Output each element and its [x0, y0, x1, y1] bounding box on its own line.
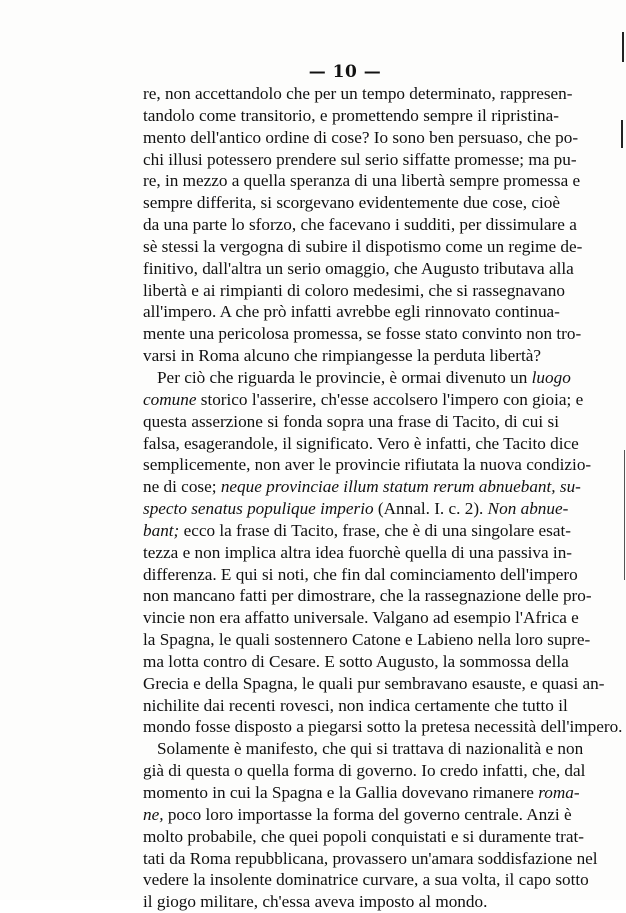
text-run: (Annal. I. c. 2).: [373, 499, 488, 519]
text-run: mente una pericolosa promessa, se fosse stato convinto non tro-: [143, 324, 582, 344]
text-line: [143, 804, 572, 826]
text-line: [143, 280, 565, 302]
text-run: vedere la insolente dominatrice curvare, a sua volta, il capo sotto: [143, 870, 589, 890]
text-run: mondo fosse disposto a piegarsi sotto la pretesa necessità dell'impero.: [143, 717, 623, 737]
text-run: tezza e non implica altra idea fuorchè quella di una passiva in-: [143, 542, 573, 562]
text-run: molto probabile, che quei popoli conquistati e si duramente trat-: [143, 826, 585, 846]
text-line: [143, 848, 598, 870]
text-run: mento dell'antico ordine di cose? Io sono ben persuaso, che po-: [143, 127, 579, 147]
text-run: varsi in Roma alcuno che rimpiangesse la perduta libertà?: [143, 346, 542, 366]
text-line: [143, 127, 579, 149]
text-line: [143, 83, 573, 105]
text-run: Solamente è manifesto, che qui si trattava di nazionalità e non: [157, 739, 584, 759]
text-line: [143, 629, 591, 651]
italic-text: roma-: [538, 783, 580, 802]
text-run: sempre differita, si scorgevano evidentemente due cose, cioè: [143, 193, 560, 213]
page-edge-mark: [624, 450, 625, 580]
text-run: sè stessi la vergogna di subire il dispotismo come un regime de-: [143, 236, 583, 256]
text-line: [143, 411, 559, 433]
text-line: [143, 891, 559, 913]
text-line: [143, 170, 581, 192]
text-line: [143, 236, 583, 258]
text-line: [143, 498, 569, 520]
text-line: [143, 564, 578, 586]
text-line: [143, 826, 585, 848]
text-line: [143, 520, 571, 542]
text-run: re, in mezzo a quella speranza di una libertà sempre promessa e: [143, 171, 581, 191]
text-line: [143, 695, 568, 717]
text-run: re, non accettandolo che per un tempo determinato, rappresen-: [143, 84, 573, 103]
italic-text: comune: [143, 389, 197, 409]
page-number: — 10 —: [308, 62, 382, 82]
text-line: [143, 716, 623, 738]
text-line: [143, 651, 569, 673]
text-run: tandolo come transitorio, e promettendo sempre il ripristina-: [143, 105, 559, 125]
text-run: semplicemente, non aver le provincie rifiutata la nuova condizio-: [143, 455, 592, 475]
text-line: [143, 607, 579, 629]
text-run: il giogo militare, ch'essa aveva imposto al mondo.: [143, 892, 488, 912]
text-run: falsa, esagerandole, il significato. Vero è infatti, che Tacito dice: [143, 433, 579, 453]
text-line: [143, 149, 577, 171]
text-line: [143, 476, 581, 498]
italic-text: bant;: [143, 520, 180, 540]
text-run: già di questa o quella forma di governo. Io credo infatti, che, dal: [143, 761, 586, 781]
text-line: [143, 760, 586, 782]
page-edge-mark: [621, 120, 623, 148]
text-run: finitivo, dall'altra un serio omaggio, che Augusto tributava alla: [143, 258, 574, 278]
text-line: [143, 433, 579, 455]
text-run: poco loro importasse la forma del governo centrale. Anzi è: [163, 804, 572, 824]
text-line: [143, 738, 584, 760]
italic-text: ne,: [143, 804, 164, 824]
italic-text: luogo: [531, 367, 571, 387]
text-line: [143, 454, 592, 476]
text-line: [143, 192, 559, 214]
text-run: libertà e ai rimpianti di coloro medesimi, che si rassegnavano: [143, 280, 565, 300]
text-run: chi illusi potessero prendere sul serio siffatte promesse; ma pu-: [143, 149, 577, 169]
text-line: [143, 258, 574, 280]
text-line: [143, 345, 559, 367]
text-run: storico l'asserire, ch'esse accolsero l'impero con gioia; e: [196, 389, 584, 409]
text-run: da una parte lo sforzo, che facevano i sudditi, per dissimulare a: [143, 215, 577, 235]
text-line: [143, 214, 577, 236]
italic-text: Non abnue-: [487, 499, 569, 519]
text-run: tati da Roma repubblicana, provassero un'amara soddisfazione nel: [143, 848, 598, 868]
text-line: [143, 673, 605, 695]
text-line: [143, 869, 589, 891]
text-line: [143, 389, 584, 411]
text-run: ma lotta contro di Cesare. E sotto Augusto, la sommossa della: [143, 651, 569, 671]
text-run: differenza. E qui si noti, che fin dal cominciamento dell'impero: [143, 564, 578, 584]
text-line: [143, 105, 559, 127]
text-line: [143, 542, 573, 564]
text-line: [143, 301, 559, 323]
italic-text: specto senatus populique imperio: [143, 499, 374, 519]
text-line: [143, 585, 592, 607]
text-run: vincie non era affatto universale. Valgano ad esempio l'Africa e: [143, 608, 579, 628]
text-run: la Spagna, le quali sostennero Catone e Labieno nella loro supre-: [143, 630, 591, 650]
text-run: ecco la frase di Tacito, frase, che è di una singolare esat-: [179, 520, 571, 540]
page-edge-mark: [622, 32, 624, 62]
text-run: nichilite dai recenti rovesci, non indica certamente che tutto il: [143, 695, 568, 715]
text-run: all'impero. A che prò infatti avrebbe egli rinnovato continua-: [143, 302, 560, 322]
text-run: ne di cose;: [143, 477, 221, 497]
text-line: [143, 367, 571, 389]
text-run: momento in cui la Spagna e la Gallia dovevano rimanere: [143, 783, 539, 802]
body-text: [143, 83, 623, 913]
text-line: [143, 782, 580, 804]
text-run: non mancano fatti per dimostrare, che la rassegnazione delle pro-: [143, 586, 592, 606]
text-line: [143, 323, 582, 345]
text-run: questa asserzione si fonda sopra una frase di Tacito, di cui si: [143, 411, 559, 431]
text-run: Per ciò che riguarda le provincie, è ormai divenuto un: [157, 367, 532, 387]
italic-text: neque provinciae illum statum rerum abnuebant, su-: [220, 477, 581, 497]
text-run: Grecia e della Spagna, le quali pur sembravano esauste, e quasi an-: [143, 673, 605, 693]
